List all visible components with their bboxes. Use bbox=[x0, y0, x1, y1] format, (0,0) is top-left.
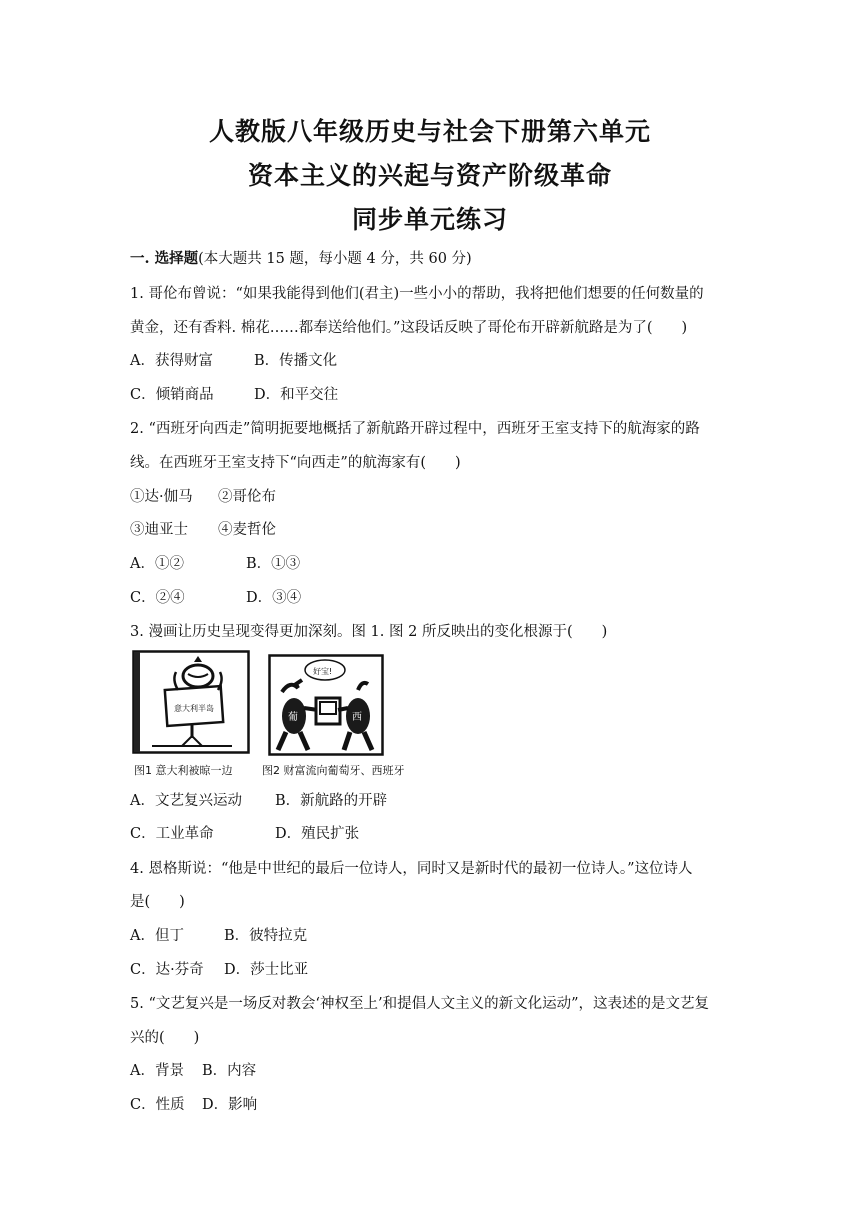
figure-2-bubble-text: 好宝! bbox=[313, 667, 333, 676]
figure-2-right-label: 西 bbox=[352, 712, 362, 723]
q5-options-row-2 bbox=[130, 1093, 257, 1114]
q2-statement-1: ①达·伽马 bbox=[130, 489, 193, 505]
q4-options-row-1 bbox=[130, 924, 307, 945]
q2-statement-2: ②哥伦布 bbox=[218, 489, 276, 505]
q2-options-row-1 bbox=[130, 552, 300, 573]
q4-stem-line-2: 是( ) bbox=[130, 894, 185, 910]
q4-option-c: C．达·芬奇 bbox=[130, 962, 204, 978]
q1-option-b: B．传播文化 bbox=[254, 353, 338, 369]
q4-option-d: D．莎士比亚 bbox=[224, 962, 309, 978]
q2-statement-4: ④麦哲伦 bbox=[218, 522, 276, 538]
section-header bbox=[130, 247, 472, 268]
q4-option-b: B．彼特拉克 bbox=[224, 928, 308, 944]
q2-option-a: A．①② bbox=[130, 556, 184, 572]
title-line-1: 人教版八年级历史与社会下册第六单元 bbox=[208, 117, 651, 146]
q2-statement-3: ③迪亚士 bbox=[130, 522, 188, 538]
q1-option-a: A．获得财富 bbox=[130, 353, 213, 369]
q1-stem-line-2: 黄金，还有香料. 棉花……都奉送给他们。”这段话反映了哥伦布开辟新航路是为了( ) bbox=[130, 320, 688, 336]
q3-option-b: B．新航路的开辟 bbox=[275, 793, 388, 809]
title-line-2: 资本主义的兴起与资产阶级革命 bbox=[247, 161, 612, 190]
q2-option-d: D．③④ bbox=[246, 590, 302, 606]
q2-stem-line-1: 2. “西班牙向西走”简明扼要地概括了新航路开辟过程中，西班牙王室支持下的航海家的路 bbox=[130, 421, 700, 437]
q5-option-c: C．性质 bbox=[130, 1097, 185, 1113]
figure-1-sign-text: 意大利半岛 bbox=[174, 704, 214, 713]
title-line-3: 同步单元练习 bbox=[351, 205, 508, 234]
q1-option-d: D．和平交往 bbox=[254, 387, 339, 403]
q2-options-row-2 bbox=[130, 586, 301, 607]
section-label: 一. 选择题 bbox=[130, 250, 199, 267]
q1-stem-line-1: 1. 哥伦布曾说：“如果我能得到他们(君主)一些小小的帮助，我将把他们想要的任何数量的 bbox=[130, 286, 704, 302]
figure-2-left-label: 葡 bbox=[288, 712, 298, 723]
q5-option-b: B．内容 bbox=[202, 1063, 257, 1079]
q2-option-b: B．①③ bbox=[246, 556, 301, 572]
q4-options-row-2 bbox=[130, 958, 308, 979]
q4-stem-line-1: 4. 恩格斯说：“他是中世纪的最后一位诗人，同时又是新时代的最初一位诗人。”这位诗人 bbox=[130, 861, 693, 877]
q2-stem-line-2: 线。在西班牙王室支持下“向西走”的航海家有( ) bbox=[130, 455, 461, 471]
q3-option-c: C．工业革命 bbox=[130, 826, 214, 842]
figure-1-caption: 图1 意大利被晾一边 bbox=[134, 764, 233, 777]
q5-option-a: A．背景 bbox=[130, 1063, 184, 1079]
q2-option-c: C．②④ bbox=[130, 590, 185, 606]
q3-option-d: D．殖民扩张 bbox=[275, 826, 360, 842]
q1-options-row-2 bbox=[130, 383, 338, 404]
q5-options-row-1 bbox=[130, 1059, 256, 1080]
q4-option-a: A．但丁 bbox=[130, 928, 184, 944]
q5-stem-line-1: 5. “文艺复兴是一场反对教会‘神权至上’和提倡人文主义的新文化运动”，这表述的是文艺复 bbox=[130, 996, 709, 1012]
q3-option-a: A．文艺复兴运动 bbox=[130, 793, 242, 809]
figure-2-caption: 图2 财富流向葡萄牙、西班牙 bbox=[262, 764, 405, 777]
q5-option-d: D．影响 bbox=[202, 1097, 258, 1113]
q1-options-row-1 bbox=[130, 349, 337, 370]
q5-stem-line-2: 兴的( ) bbox=[130, 1030, 200, 1046]
q3-options-row-1 bbox=[130, 789, 387, 810]
q1-option-c: C．倾销商品 bbox=[130, 387, 214, 403]
q3-options-row-2 bbox=[130, 822, 359, 843]
q2-statements-row-1 bbox=[130, 485, 276, 506]
q2-statements-row-2 bbox=[130, 518, 276, 539]
q3-stem-line-1: 3. 漫画让历史呈现变得更加深刻。图 1. 图 2 所反映出的变化根源于( ) bbox=[130, 624, 608, 640]
section-note: (本大题共 15 题，每小题 4 分，共 60 分) bbox=[198, 251, 472, 267]
figure-2-cartoon bbox=[268, 654, 384, 756]
figure-1-cartoon bbox=[132, 650, 250, 754]
